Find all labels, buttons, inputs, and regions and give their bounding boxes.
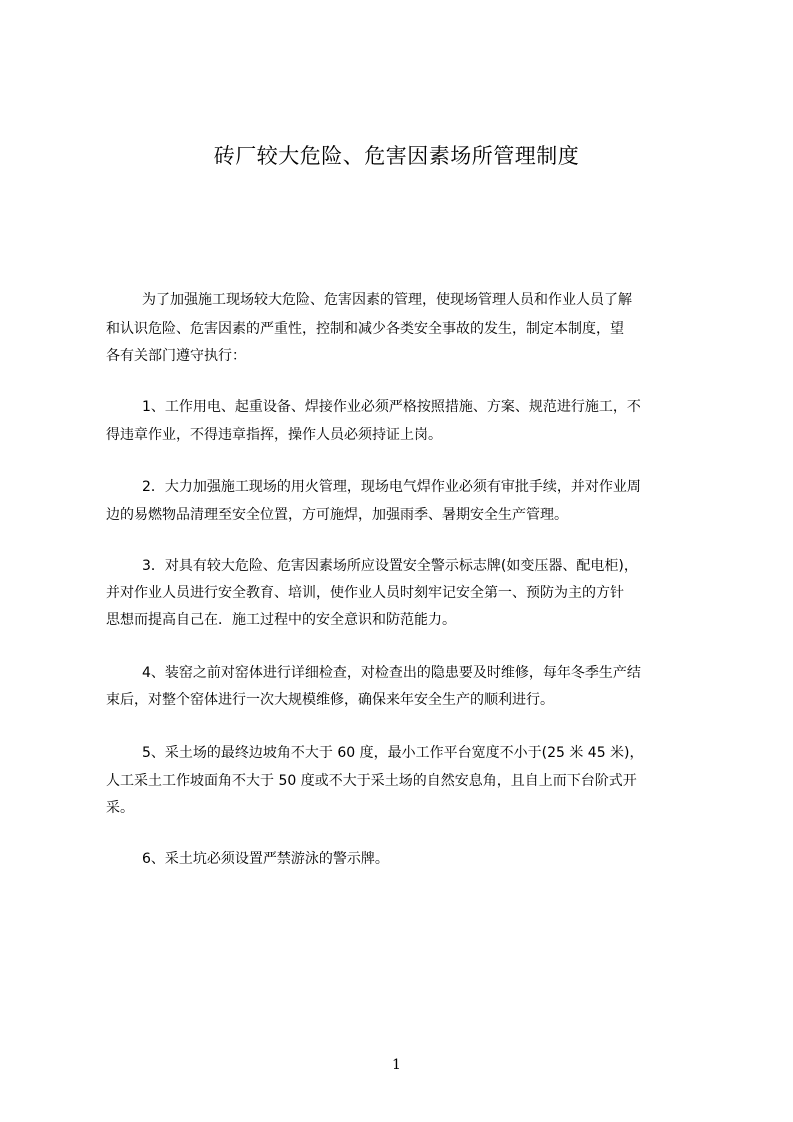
item-3-line-2: 并对作业人员进行安全教育、培训，使作业人员时刻牢记安全第一、预防为主的方针 <box>106 585 624 601</box>
item-2-line-2: 边的易燃物品清理至安全位置，方可施焊，加强雨季、暑期安全生产管理。 <box>106 507 568 523</box>
item-4-line-1: 4、装窑之前对窑体进行详细检查，对检查出的隐患要及时维修，每年冬季生产结 <box>142 665 641 681</box>
item-1-line-2: 得违章作业，不得违章指挥，操作人员必须持证上岗。 <box>106 427 442 443</box>
item-4-line-2: 束后，对整个窑体进行一次大规模维修，确保来年安全生产的顺利进行。 <box>106 692 554 708</box>
item-3-line-3: 思想而提高自己在．施工过程中的安全意识和防范能力。 <box>106 612 456 628</box>
item-6-line-1: 6、采土坑必须设置严禁游泳的警示牌。 <box>142 851 389 867</box>
intro-line-1: 为了加强施工现场较大危险、危害因素的管理，使现场管理人员和作业人员了解 <box>142 292 632 308</box>
page-number: 1 <box>392 1057 401 1073</box>
item-1-line-1: 1、工作用电、起重设备、焊接作业必须严格按照措施、方案、规范进行施工，不 <box>142 399 641 415</box>
intro-line-2: 和认识危险、危害因素的严重性，控制和减少各类安全事故的发生，制定本制度，望 <box>106 321 624 337</box>
item-5-line-3: 采。 <box>106 800 134 816</box>
document-title: 砖厂较大危险、危害因素场所管理制度 <box>213 144 580 168</box>
intro-line-3: 各有关部门遵守执行： <box>106 348 246 364</box>
item-5-line-2: 人工采土工作坡面角不大于 50 度或不大于采土场的自然安息角，且自上而下台阶式开 <box>106 773 637 789</box>
item-2-line-1: 2．大力加强施工现场的用火管理，现场电气焊作业必须有审批手续，并对作业周 <box>142 479 641 495</box>
item-3-line-1: 3．对具有较大危险、危害因素场所应设置安全警示标志牌(如变压器、配电柜)， <box>142 558 638 574</box>
item-5-line-1: 5、采土场的最终边坡角不大于 60 度，最小工作平台宽度不小于(25 米 45 米)， <box>142 745 644 761</box>
